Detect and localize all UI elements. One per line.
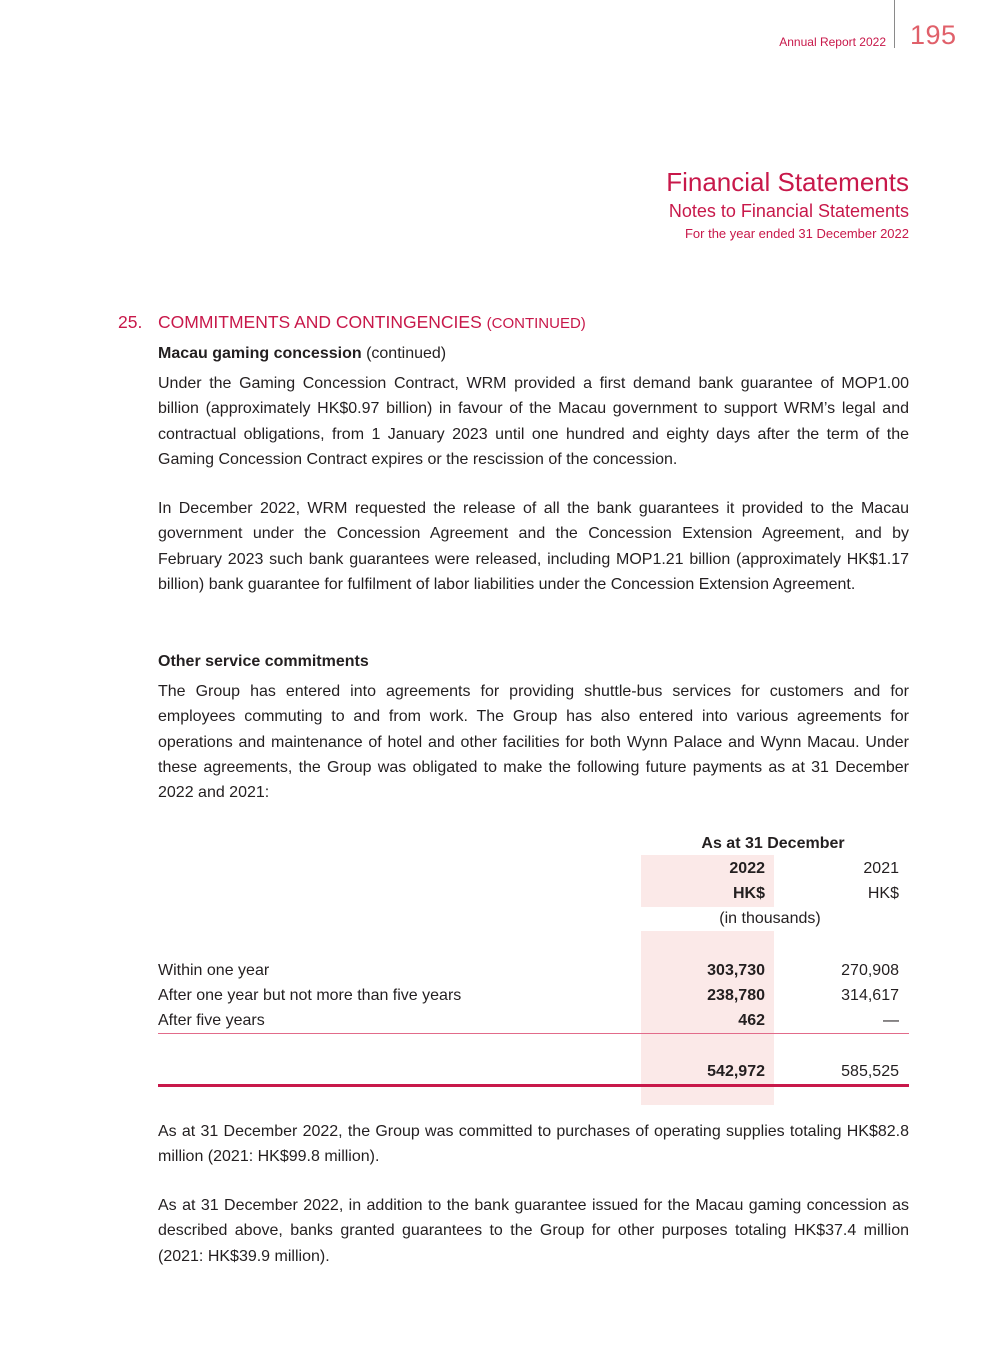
- macau-paragraph-2-block: [158, 496, 909, 597]
- col-header-2022: 2022: [729, 860, 765, 877]
- row-value-2022: 238,780: [707, 987, 765, 1004]
- table-year-row: [158, 856, 909, 881]
- row-value-2021: 314,617: [841, 987, 899, 1004]
- closing-paragraph-2-block: [158, 1193, 909, 1269]
- macau-concession-block: [158, 341, 909, 472]
- total-2022: 542,972: [707, 1063, 765, 1080]
- unit-note: (in thousands): [719, 910, 821, 927]
- table-total-row: [158, 1059, 909, 1084]
- closing-paragraph-1: As at 31 December 2022, the Group was committed to purchases of operating supplies totaling HK$82.8 million (2021: HK$99.8 million).: [158, 1123, 909, 1166]
- group-header: As at 31 December: [701, 835, 845, 852]
- reporting-period: For the year ended 31 December 2022: [684, 226, 909, 241]
- report-name: Annual Report 2022: [779, 35, 886, 49]
- page-number: 195: [910, 20, 957, 50]
- other-service-block: [158, 649, 909, 805]
- closing-paragraph-1-block: [158, 1119, 909, 1170]
- table-group-header-row: [158, 831, 909, 856]
- row-value-2022: 303,730: [707, 962, 765, 979]
- row-value-2021: —: [883, 1012, 899, 1029]
- other-service-paragraph: The Group has entered into agreements for providing shuttle-bus services for customers and for employees commuting to and from work. The Group has also entered into various agreements for operations and maintenance of hotel and other facilities for both Wynn Palace and Wynn Macau. Under these agreements, the Group was obligated to make the following future payments as at 31 December 2022 and 2021:: [158, 683, 909, 802]
- table-currency-row: [158, 881, 909, 906]
- page-title: Financial Statements: [666, 167, 909, 197]
- row-label: After five years: [158, 1012, 265, 1029]
- table-row: [158, 958, 909, 983]
- total-rule: [158, 1084, 909, 1087]
- row-value-2021: 270,908: [841, 962, 899, 979]
- currency-2022: HK$: [732, 885, 765, 902]
- page-subtitle: Notes to Financial Statements: [668, 201, 909, 221]
- section-number: 25.: [118, 312, 143, 332]
- header-divider: [894, 0, 895, 48]
- title-block: [666, 166, 909, 244]
- section-heading: [118, 310, 918, 336]
- table-unit-row: [158, 906, 909, 931]
- macau-heading: [158, 341, 909, 366]
- subtotal-rule: [158, 1033, 909, 1034]
- closing-paragraph-2: As at 31 December 2022, in addition to the bank guarantee issued for the Macau gaming concession as described above, banks granted guarantees to the Group for other purposes totaling HK$37.4 million (2021: HK$39.9 million).: [158, 1197, 909, 1265]
- row-label: After one year but not more than five years: [158, 987, 462, 1004]
- table-row: [158, 1008, 909, 1033]
- macau-paragraph-1: Under the Gaming Concession Contract, WRM provided a first demand bank guarantee of MOP1.00 billion (approximately HK$0.97 billion) in favour of the Macau government to support WRM’s legal and contractual obligations, from 1 January 2023 until one hundred and eighty days after the term of the Gaming Concession Contract expires or the rescission of the concession.: [158, 375, 909, 468]
- section-title: COMMITMENTS AND CONTINGENCIES: [158, 312, 482, 332]
- macau-paragraph-2: In December 2022, WRM requested the release of all the bank guarantees it provided to the Macau government under the Concession Agreement and the Concession Extension Agreement, and by February 2023 such bank guarantees were released, including MOP1.21 billion (approximately HK$1.17 billion) bank guarantee for fulfilment of labor liabilities under the Concession Extension Agreement.: [158, 500, 909, 593]
- macau-heading-suffix: (continued): [366, 345, 447, 362]
- table-row: [158, 983, 909, 1008]
- currency-2021: HK$: [867, 885, 899, 902]
- row-label: Within one year: [158, 962, 270, 979]
- macau-heading-text: Macau gaming concession: [158, 345, 362, 362]
- total-2021: 585,525: [841, 1063, 899, 1080]
- other-service-heading: Other service commitments: [158, 653, 369, 670]
- row-value-2022: 462: [738, 1012, 765, 1029]
- col-header-2021: 2021: [863, 860, 899, 877]
- section-continued: (CONTINUED): [486, 315, 586, 332]
